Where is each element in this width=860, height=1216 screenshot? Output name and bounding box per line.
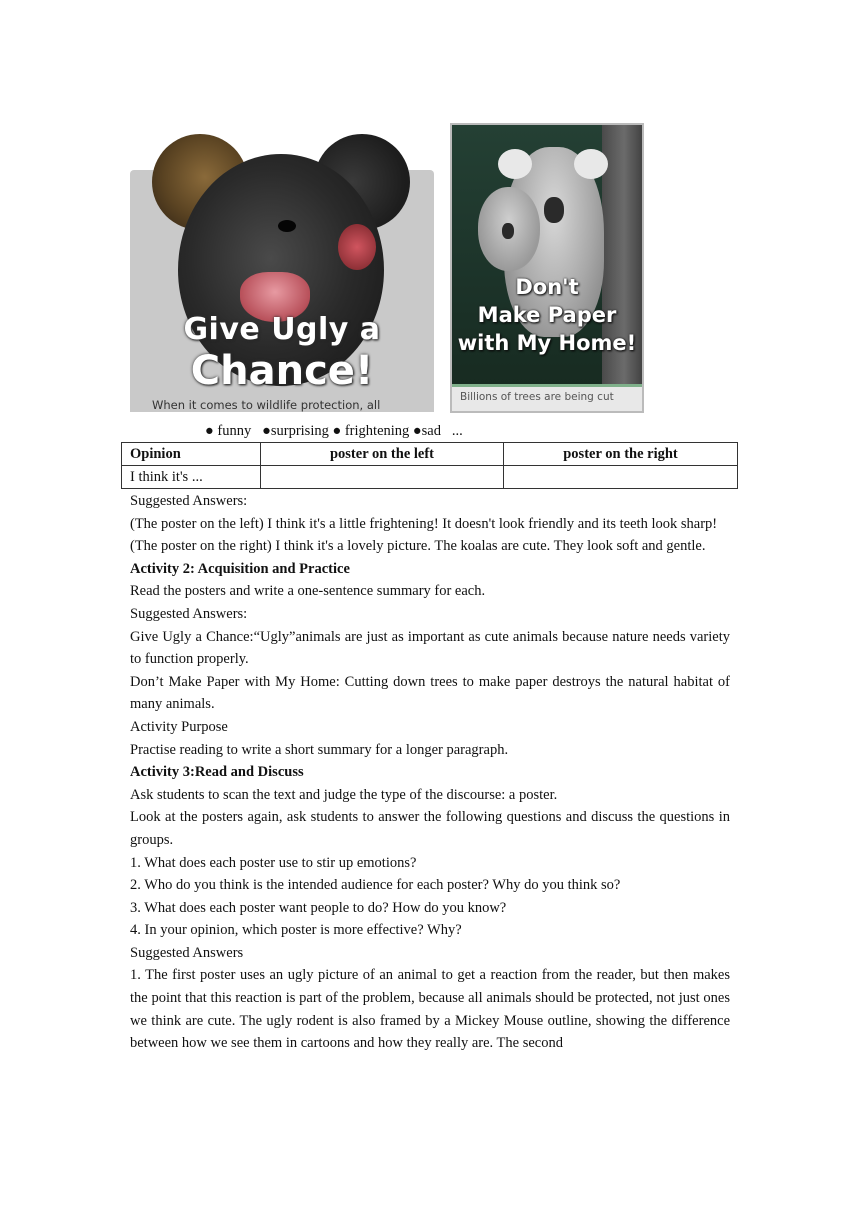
table-header-row [122, 443, 738, 466]
paragraph: Read the posters and write a one-sentence summary for each. [130, 583, 486, 600]
question: 2. Who do you think is the intended audience for each poster? Why do you think so? [130, 877, 621, 894]
poster-give-ugly-a-chance [130, 134, 434, 412]
poster-right-footer-text: Billions of trees are being cut [460, 391, 614, 403]
table-header-cell: Opinion [122, 443, 261, 466]
koala-baby [478, 187, 540, 271]
paragraph: Ask students to scan the text and judge the type of the discourse: a poster. [130, 786, 558, 803]
paragraph: Suggested Answers: [130, 605, 248, 622]
paragraph: Look at the posters again, ask students to answer the following questions and discuss the questions in groups. [130, 809, 730, 848]
question: 4. In your opinion, which poster is more effective? Why? [130, 922, 462, 939]
poster-right-footer [452, 384, 642, 411]
poster-dont-make-paper [450, 123, 644, 413]
document-body [130, 490, 730, 1055]
paragraph: Give Ugly a Chance:“Ugly”animals are just as important as cute animals because nature needs variety to function properly. [130, 628, 730, 668]
tree-trunk [602, 125, 644, 413]
koala-nose [544, 197, 564, 223]
poster-left-tagline: When it comes to wildlife protection, all [152, 398, 381, 412]
paragraph: Activity Purpose [130, 718, 228, 735]
poster-right-headline-2: Make Paper [477, 303, 617, 327]
paragraph: Don’t Make Paper with My Home: Cutting down trees to make paper destroys the natural habitat of many animals. [130, 673, 730, 713]
opinion-table [121, 442, 738, 489]
table-row [122, 466, 738, 489]
section-heading: Activity 2: Acquisition and Practice [130, 560, 350, 577]
section-heading: Activity 3:Read and Discuss [130, 764, 304, 781]
koala-ear-right [574, 149, 608, 179]
poster-right-headline-3: with My Home! [457, 331, 637, 355]
table-cell [504, 466, 738, 489]
opinion-options: ● funny ●surprising ● frightening ●sad ... [205, 423, 463, 439]
paragraph: Practise reading to write a short summary for a longer paragraph. [130, 741, 509, 758]
paragraph: 1. The first poster uses an ugly picture of an animal to get a reaction from the reader, but then makes the point that this reaction is part of the problem, because all animals should be protected, not just ones we think are cute. The ugly rodent is also framed by a Mickey Mouse outline, showing the difference between how we see them in cartoons and how they really are. The second [130, 967, 730, 1052]
table-cell: I think it's ... [122, 466, 261, 489]
question: 1. What does each poster use to stir up emotions? [130, 854, 417, 871]
koala-baby-nose [502, 223, 514, 239]
animal-ear [338, 224, 376, 270]
paragraph: Suggested Answers: [130, 493, 248, 509]
animal-eye [278, 220, 296, 232]
paragraph: (The poster on the left) I think it's a little frightening! It doesn't look friendly and its teeth look sharp! [130, 515, 718, 532]
table-header-cell: poster on the left [261, 443, 504, 466]
paragraph: (The poster on the right) I think it's a lovely picture. The koalas are cute. They look soft and gentle. [130, 538, 706, 555]
koala-ear-left [498, 149, 532, 179]
table-cell [261, 466, 504, 489]
poster-left-headline-1: Give Ugly a [183, 312, 381, 347]
table-header-cell: poster on the right [504, 443, 738, 466]
poster-left-headline-2: Chance! [190, 348, 374, 394]
poster-right-headline-1: Don't [515, 275, 579, 299]
paragraph: Suggested Answers [130, 944, 244, 961]
question: 3. What does each poster want people to do? How do you know? [130, 899, 507, 916]
